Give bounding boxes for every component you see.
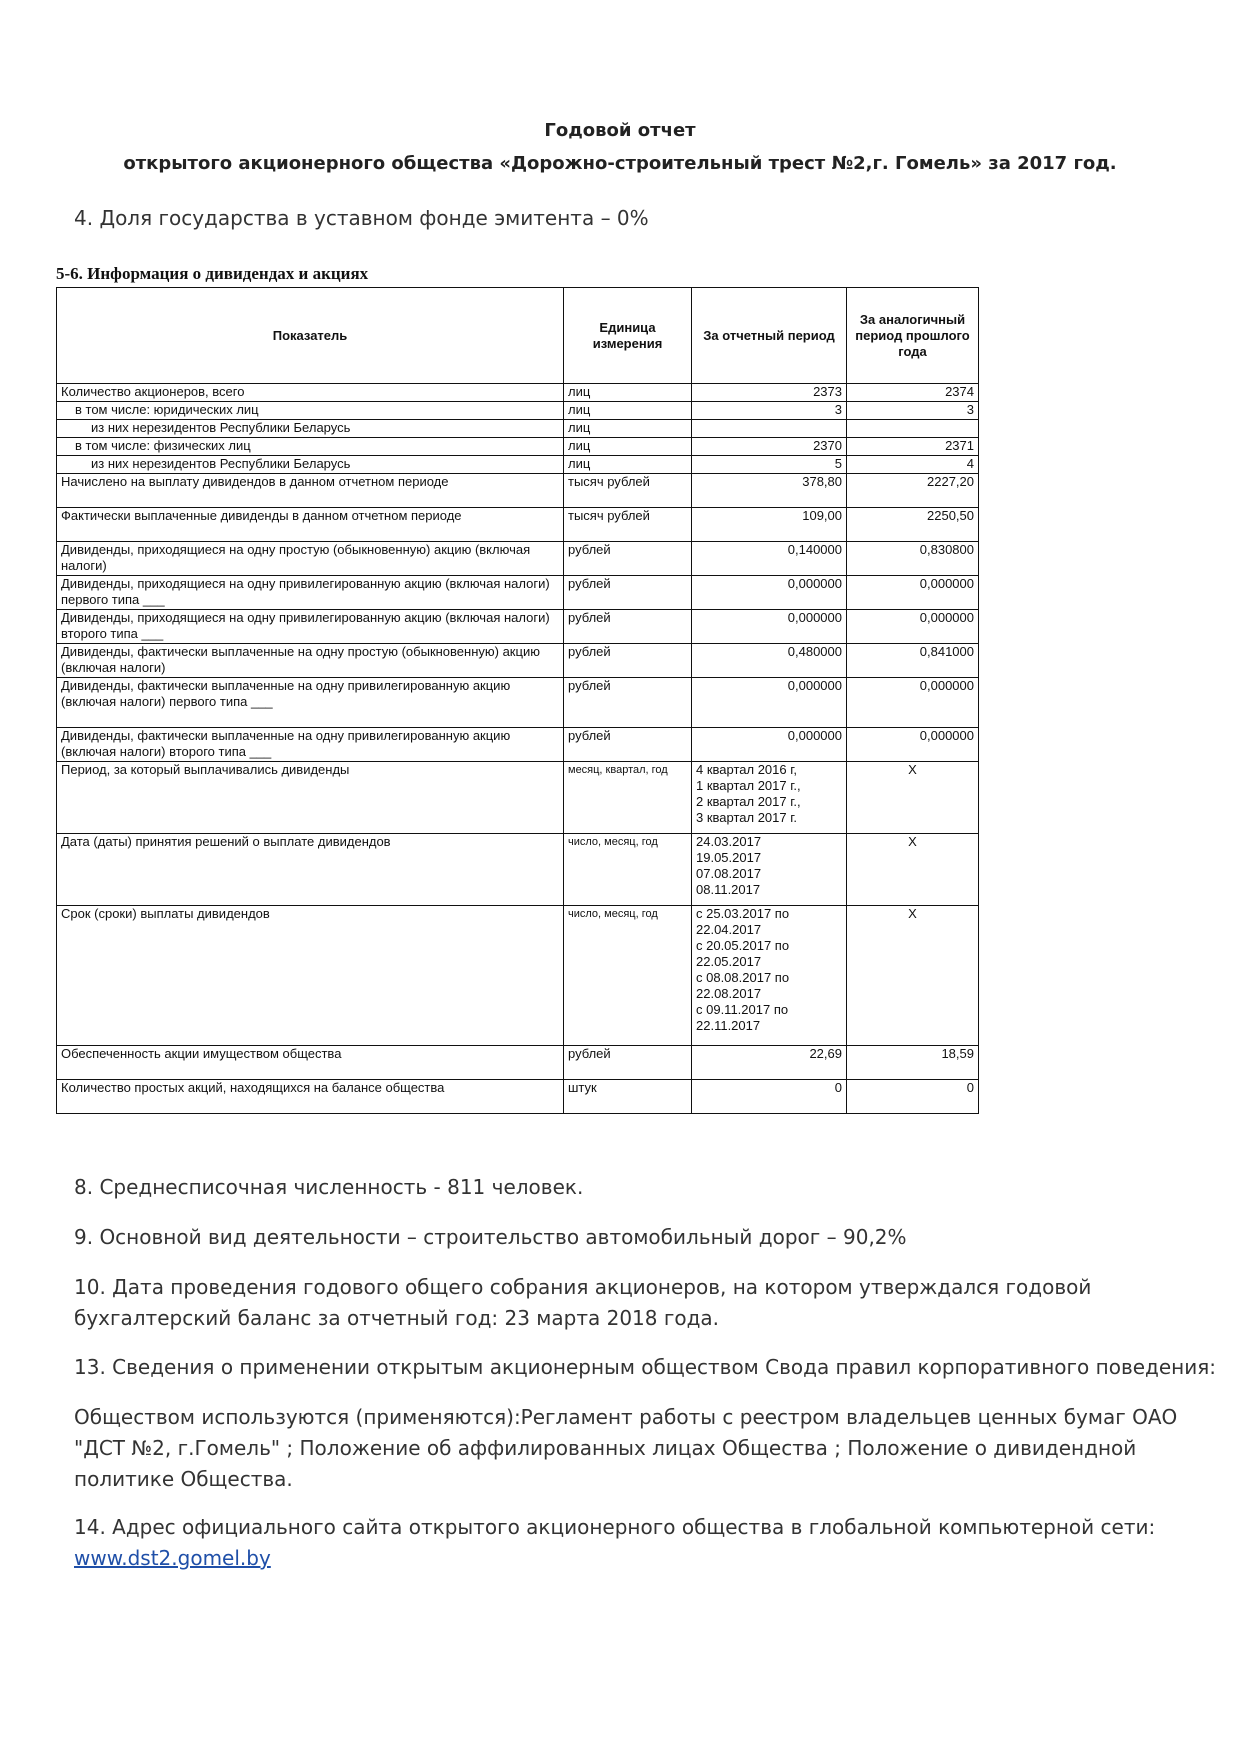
item-10: 10. Дата проведения годового общего собрания акционеров, на котором утверждался годовой бухгалтерский баланс за отчетный год: 23 марта 2018 года.: [74, 1275, 1092, 1330]
row-previous: 2250,50: [847, 508, 979, 542]
term-line: 22.11.2017: [696, 1018, 761, 1033]
row-unit: месяц, квартал, год: [564, 762, 692, 834]
decision-date: 07.08.2017: [696, 866, 762, 881]
header-indicator: Показатель: [57, 288, 564, 384]
row-unit: число, месяц, год: [564, 906, 692, 1046]
table-row: [57, 438, 979, 456]
row-unit: рублей: [564, 610, 692, 644]
row-label: из них нерезидентов Республики Беларусь: [57, 420, 564, 438]
table-row-term: [57, 906, 979, 1046]
row-previous: 0,000000: [847, 576, 979, 610]
row-current: 0,000000: [692, 728, 847, 762]
row-current: [692, 420, 847, 438]
table-row: [57, 678, 979, 728]
item-9: 9. Основной вид деятельности – строительство автомобильный дорог – 90,2%: [74, 1225, 907, 1249]
row-current: 0,000000: [692, 576, 847, 610]
row-label: Количество акционеров, всего: [57, 384, 564, 402]
row-label: Обеспеченность акции имуществом общества: [57, 1046, 564, 1080]
row-previous: 18,59: [847, 1046, 979, 1080]
row-previous: 0,000000: [847, 728, 979, 762]
decision-dates: [692, 834, 847, 906]
row-unit: тысяч рублей: [564, 508, 692, 542]
dividends-table: [56, 287, 979, 1114]
report-title: Годовой отчет: [544, 120, 696, 141]
table-header-row: [57, 288, 979, 384]
row-label: Дивиденды, фактически выплаченные на одну привилегированную акцию (включая налоги) первого типа ___: [57, 678, 564, 728]
table-row: [57, 402, 979, 420]
table-row: [57, 644, 979, 678]
term-line: 22.04.2017: [696, 922, 762, 937]
table-row: [57, 508, 979, 542]
row-label: Начислено на выплату дивидендов в данном отчетном периоде: [57, 474, 564, 508]
row-current: 0: [692, 1080, 847, 1114]
row-label: Период, за который выплачивались дивиденды: [57, 762, 564, 834]
term-line: 22.05.2017: [696, 954, 762, 969]
item-8: 8. Среднесписочная численность - 811 человек.: [74, 1175, 584, 1199]
row-label: Дивиденды, приходящиеся на одну привилегированную акцию (включая налоги) первого типа ___: [57, 576, 564, 610]
row-previous: 0: [847, 1080, 979, 1114]
table-row-decision: [57, 834, 979, 906]
row-label: Срок (сроки) выплаты дивидендов: [57, 906, 564, 1046]
period-line: 1 квартал 2017 г.,: [696, 778, 801, 793]
header-current: За отчетный период: [692, 288, 847, 384]
row-previous: 0,000000: [847, 678, 979, 728]
table-row: [57, 474, 979, 508]
row-label: Дивиденды, приходящиеся на одну простую (обыкновенную) акцию (включая налоги): [57, 542, 564, 576]
item-13-detail: Обществом используются (применяются):Регламент работы с реестром владельцев ценных бумаг ОАО "ДСТ №2, г.Гомель" ; Положение об аффилированных лицах Общества ; Положение о дивидендной политике Общества.: [74, 1405, 1178, 1491]
row-unit: лиц: [564, 402, 692, 420]
term-dates: [692, 906, 847, 1046]
decision-date: 24.03.2017: [696, 834, 762, 849]
decision-date: 19.05.2017: [696, 850, 762, 865]
row-unit: число, месяц, год: [564, 834, 692, 906]
table-row: [57, 420, 979, 438]
row-unit: рублей: [564, 576, 692, 610]
row-previous: 0,830800: [847, 542, 979, 576]
table-row-period: [57, 762, 979, 834]
row-current: 5: [692, 456, 847, 474]
row-unit: лиц: [564, 420, 692, 438]
row-label: Дивиденды, фактически выплаченные на одну простую (обыкновенную) акцию (включая налоги): [57, 644, 564, 678]
row-previous: 4: [847, 456, 979, 474]
period-line: 3 квартал 2017 г.: [696, 810, 797, 825]
table-row: [57, 542, 979, 576]
row-current: 0,000000: [692, 610, 847, 644]
header-previous: За аналогичный период прошлого года: [847, 288, 979, 384]
row-current: 378,80: [692, 474, 847, 508]
row-unit: рублей: [564, 644, 692, 678]
term-line: с 09.11.2017 по: [696, 1002, 789, 1017]
table-row: [57, 1046, 979, 1080]
period-line: 4 квартал 2016 г,: [696, 762, 797, 777]
row-label: в том числе: юридических лиц: [57, 402, 564, 420]
decision-date: 08.11.2017: [696, 882, 761, 897]
row-unit: рублей: [564, 1046, 692, 1080]
row-previous: Х: [847, 762, 979, 834]
item-13: 13. Сведения о применении открытым акционерным обществом Свода правил корпоративного поведения:: [74, 1355, 1217, 1379]
row-unit: рублей: [564, 542, 692, 576]
row-unit: лиц: [564, 456, 692, 474]
row-current: 0,480000: [692, 644, 847, 678]
row-previous: 0,000000: [847, 610, 979, 644]
row-label: из них нерезидентов Республики Беларусь: [57, 456, 564, 474]
table-row: [57, 728, 979, 762]
table-title: 5-6. Информация о дивидендах и акциях: [56, 264, 369, 283]
row-unit: штук: [564, 1080, 692, 1114]
row-previous: 2374: [847, 384, 979, 402]
row-label: в том числе: физических лиц: [57, 438, 564, 456]
row-previous: Х: [847, 906, 979, 1046]
row-label: Дивиденды, фактически выплаченные на одну привилегированную акцию (включая налоги) второго типа ___: [57, 728, 564, 762]
header-unit: Единица измерения: [564, 288, 692, 384]
table-row: [57, 610, 979, 644]
table-row: [57, 456, 979, 474]
term-line: с 20.05.2017 по: [696, 938, 790, 953]
report-subtitle: открытого акционерного общества «Дорожно-строительный трест №2,г. Гомель» за 2017 год.: [123, 153, 1117, 174]
row-previous: Х: [847, 834, 979, 906]
row-previous: 3: [847, 402, 979, 420]
row-label: Дата (даты) принятия решений о выплате дивидендов: [57, 834, 564, 906]
website-container: [74, 1543, 1224, 1574]
term-line: с 25.03.2017 по: [696, 906, 790, 921]
row-current: 0,140000: [692, 542, 847, 576]
row-label: Фактически выплаченные дивиденды в данном отчетном периоде: [57, 508, 564, 542]
table-row: [57, 384, 979, 402]
item-14: 14. Адрес официального сайта открытого акционерного общества в глобальной компьютерной сети:: [74, 1515, 1156, 1539]
row-current: 2373: [692, 384, 847, 402]
period-list: [692, 762, 847, 834]
row-current: 109,00: [692, 508, 847, 542]
row-label: Дивиденды, приходящиеся на одну привилегированную акцию (включая налоги) второго типа ___: [57, 610, 564, 644]
row-unit: рублей: [564, 728, 692, 762]
table-row: [57, 576, 979, 610]
item-4: 4. Доля государства в уставном фонде эмитента – 0%: [74, 206, 649, 230]
row-current: 0,000000: [692, 678, 847, 728]
row-current: 2370: [692, 438, 847, 456]
period-line: 2 квартал 2017 г.,: [696, 794, 801, 809]
term-line: с 08.08.2017 по: [696, 970, 790, 985]
row-unit: рублей: [564, 678, 692, 728]
row-current: 3: [692, 402, 847, 420]
website-link[interactable]: www.dst2.gomel.by: [74, 1546, 271, 1570]
row-previous: 2371: [847, 438, 979, 456]
row-previous: 2227,20: [847, 474, 979, 508]
term-line: 22.08.2017: [696, 986, 762, 1001]
row-unit: лиц: [564, 438, 692, 456]
row-unit: лиц: [564, 384, 692, 402]
row-label: Количество простых акций, находящихся на балансе общества: [57, 1080, 564, 1114]
table-row: [57, 1080, 979, 1114]
row-current: 22,69: [692, 1046, 847, 1080]
row-previous: 0,841000: [847, 644, 979, 678]
row-unit: тысяч рублей: [564, 474, 692, 508]
row-previous: [847, 420, 979, 438]
